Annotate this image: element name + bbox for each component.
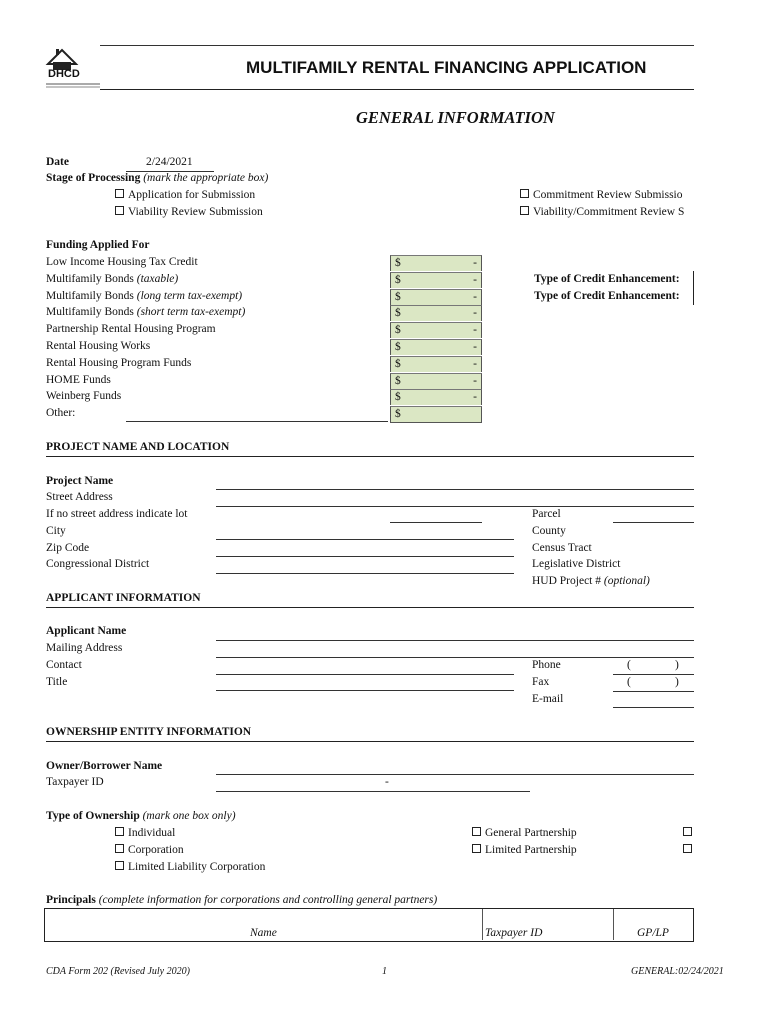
checkbox-icon[interactable]: [683, 827, 692, 836]
funding-label-short-term: Multifamily Bonds (short term tax-exempt): [46, 306, 246, 318]
house-logo-icon: [44, 44, 102, 90]
funding-label-weinberg: Weinberg Funds: [46, 390, 122, 402]
title-field[interactable]: [216, 690, 514, 691]
ownership-type-heading: Type of Ownership (mark one box only): [46, 810, 236, 822]
taxpayer-id-label: Taxpayer ID: [46, 776, 104, 788]
city-label: City: [46, 525, 66, 537]
funding-label-home: HOME Funds: [46, 374, 111, 386]
street-address-label: Street Address: [46, 491, 113, 503]
footer-page-number: 1: [382, 966, 387, 977]
phone-label: Phone: [532, 659, 561, 671]
lot-field[interactable]: [390, 522, 482, 523]
column-taxpayer-id: Taxpayer ID: [485, 927, 543, 939]
applicant-name-label: Applicant Name: [46, 625, 127, 637]
checkbox-icon[interactable]: [472, 827, 481, 836]
parcel-label: Parcel: [532, 508, 561, 520]
title-label: Title: [46, 676, 68, 688]
funding-label-long-term: Multifamily Bonds (long term tax-exempt): [46, 290, 243, 302]
street-address-field[interactable]: [216, 506, 694, 507]
checkbox-icon[interactable]: [115, 827, 124, 836]
applicant-name-field[interactable]: [216, 640, 694, 641]
column-name: Name: [250, 927, 277, 939]
ownership-extra-checkbox-1[interactable]: [683, 827, 696, 839]
project-name-label: Project Name: [46, 475, 114, 487]
owner-name-field[interactable]: [216, 774, 694, 775]
parcel-field[interactable]: [613, 522, 694, 523]
funding-amount-taxable[interactable]: $ -: [390, 272, 482, 288]
email-label: E-mail: [532, 693, 564, 705]
date-label: Date: [46, 156, 69, 168]
funding-label-prhp: Partnership Rental Housing Program: [46, 323, 216, 335]
funding-amount-other[interactable]: $: [390, 406, 482, 423]
stage-heading: [46, 172, 268, 184]
stage-label: Stage of Processing: [46, 172, 141, 184]
mailing-address-label: Mailing Address: [46, 642, 123, 654]
project-section-heading: PROJECT NAME AND LOCATION: [46, 441, 230, 453]
ownership-option-corporation[interactable]: Corporation: [115, 844, 184, 856]
checkbox-icon[interactable]: [115, 844, 124, 853]
funding-amount-short-term[interactable]: $ -: [390, 305, 482, 321]
zip-field[interactable]: [216, 556, 514, 557]
congressional-field[interactable]: [216, 573, 514, 574]
stage-option-commitment[interactable]: Commitment Review Submissio: [520, 189, 694, 201]
stage-option-viability[interactable]: Viability Review Submission: [115, 206, 263, 218]
contact-field[interactable]: [216, 674, 514, 675]
logo: [44, 44, 102, 90]
congressional-label: Congressional District: [46, 558, 150, 570]
checkbox-icon[interactable]: [520, 189, 529, 198]
census-tract-label: Census Tract: [532, 542, 592, 554]
zip-label: Zip Code: [46, 542, 90, 554]
funding-label-lihtc: Low Income Housing Tax Credit: [46, 256, 198, 268]
fax-label: Fax: [532, 676, 550, 688]
ownership-extra-checkbox-2[interactable]: [683, 844, 696, 856]
project-name-field[interactable]: [216, 489, 694, 490]
funding-amount-long-term[interactable]: $ -: [390, 289, 482, 305]
funding-amount-lihtc[interactable]: $ -: [390, 255, 482, 271]
ownership-option-llc[interactable]: Limited Liability Corporation: [115, 861, 265, 873]
checkbox-icon[interactable]: [115, 189, 124, 198]
fax-field[interactable]: ( ): [613, 676, 694, 692]
checkbox-icon[interactable]: [115, 206, 124, 215]
checkbox-icon[interactable]: [472, 844, 481, 853]
credit-enhancement-label-1: Type of Credit Enhancement:: [534, 273, 680, 285]
footer-code: GENERAL:02/24/2021: [631, 966, 724, 977]
page-title: MULTIFAMILY RENTAL FINANCING APPLICATION: [246, 58, 647, 77]
funding-amount-rhw[interactable]: $ -: [390, 339, 482, 355]
section-subtitle: GENERAL INFORMATION: [356, 108, 555, 127]
funding-amount-rhpf[interactable]: $ -: [390, 356, 482, 372]
ownership-option-general-partnership[interactable]: General Partnership: [472, 827, 577, 839]
date-field[interactable]: 2/24/2021: [146, 156, 193, 168]
principals-table-header: [44, 908, 694, 942]
funding-label-taxable: Multifamily Bonds (taxable): [46, 273, 179, 285]
column-gp-lp: GP/LP: [637, 927, 669, 939]
stage-option-viability-commitment[interactable]: Viability/Commitment Review S: [520, 206, 694, 218]
legislative-label: Legislative District: [532, 558, 621, 570]
funding-label-rhw: Rental Housing Works: [46, 340, 151, 352]
owner-name-label: Owner/Borrower Name: [46, 760, 163, 772]
city-field[interactable]: [216, 539, 514, 540]
footer-form: CDA Form 202 (Revised July 2020): [46, 966, 190, 977]
checkbox-icon[interactable]: [115, 861, 124, 870]
ownership-option-limited-partnership[interactable]: Limited Partnership: [472, 844, 577, 856]
checkbox-icon[interactable]: [683, 844, 692, 853]
checkbox-icon[interactable]: [520, 206, 529, 215]
hud-project-label: HUD Project # (optional): [532, 575, 650, 587]
funding-amount-weinberg[interactable]: $ -: [390, 389, 482, 405]
taxpayer-id-field[interactable]: -: [385, 776, 389, 788]
contact-label: Contact: [46, 659, 82, 671]
principals-heading: Principals (complete information for corporations and controlling general partners): [46, 894, 438, 906]
lot-label: If no street address indicate lot: [46, 508, 188, 520]
logo-text: DHCD: [48, 68, 80, 80]
email-field[interactable]: [613, 707, 694, 708]
funding-heading: Funding Applied For: [46, 239, 150, 251]
applicant-section-heading: APPLICANT INFORMATION: [46, 592, 201, 604]
stage-option-application[interactable]: Application for Submission: [115, 189, 255, 201]
stage-hint: (mark the appropriate box): [143, 172, 269, 184]
credit-enhancement-label-2: Type of Credit Enhancement:: [534, 290, 680, 302]
ownership-option-individual[interactable]: Individual: [115, 827, 175, 839]
funding-label-rhpf: Rental Housing Program Funds: [46, 357, 192, 369]
county-label: County: [532, 525, 566, 537]
phone-field[interactable]: ( ): [613, 659, 694, 675]
ownership-section-heading: OWNERSHIP ENTITY INFORMATION: [46, 726, 252, 738]
funding-label-other: Other:: [46, 407, 76, 419]
funding-amount-prhp[interactable]: $ -: [390, 322, 482, 338]
funding-amount-home[interactable]: $ -: [390, 373, 482, 389]
mailing-address-field[interactable]: [216, 657, 694, 658]
